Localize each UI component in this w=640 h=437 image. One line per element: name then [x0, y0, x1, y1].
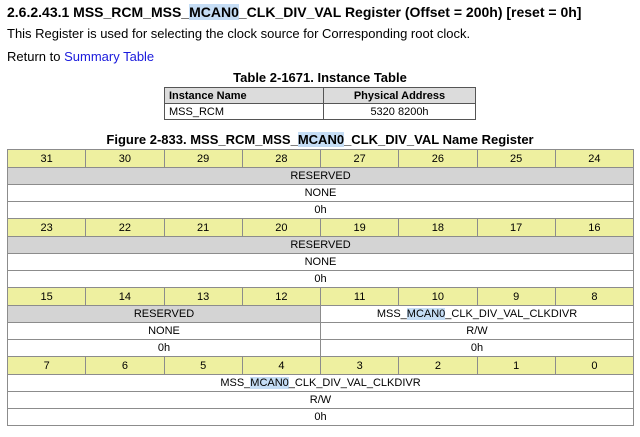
clkdivr-field-reset: 0h — [8, 409, 634, 426]
field-name-row — [8, 306, 634, 323]
clkdivr-field-access: R/W — [8, 392, 634, 409]
bit-number: 23 — [8, 219, 86, 237]
bit-number: 18 — [399, 219, 477, 237]
physical-address-header: Physical Address — [324, 88, 476, 104]
bit-number-row — [8, 357, 634, 375]
bit-number: 25 — [477, 150, 555, 168]
bit-number: 28 — [242, 150, 320, 168]
bit-number: 27 — [321, 150, 399, 168]
bit-number: 11 — [321, 288, 399, 306]
bit-number-row — [8, 219, 634, 237]
bit-number: 3 — [321, 357, 399, 375]
bit-number: 30 — [86, 150, 164, 168]
register-heading — [7, 4, 581, 20]
field-reset-row — [8, 202, 634, 219]
bit-number: 0 — [555, 357, 633, 375]
bit-number: 20 — [242, 219, 320, 237]
bit-number: 26 — [399, 150, 477, 168]
bit-number: 1 — [477, 357, 555, 375]
clkdivr-name-prefix: MSS_ — [376, 308, 407, 320]
bit-number: 2 — [399, 357, 477, 375]
figure-highlight: MCAN0 — [297, 132, 345, 147]
reserved-field-access: NONE — [8, 323, 321, 340]
bit-number: 21 — [164, 219, 242, 237]
register-bit-table — [7, 149, 634, 426]
heading-highlight: MCAN0 — [189, 4, 239, 20]
field-name-row — [8, 237, 634, 254]
heading-suffix: _CLK_DIV_VAL Register (Offset = 200h) [reset = 0h] — [238, 4, 582, 20]
field-reset-row — [8, 409, 634, 426]
instance-table-row — [165, 104, 476, 120]
reserved-field-reset: 0h — [8, 340, 321, 357]
reserved-field-reset: 0h — [8, 271, 634, 288]
clkdivr-field-access: R/W — [321, 323, 634, 340]
return-line — [7, 49, 154, 64]
heading-prefix: 2.6.2.43.1 MSS_RCM_MSS_ — [7, 4, 190, 20]
reserved-field-access: NONE — [8, 185, 634, 202]
instance-name-cell: MSS_RCM — [165, 104, 324, 120]
bit-number-row — [8, 150, 634, 168]
figure-caption — [0, 132, 640, 147]
bit-number: 17 — [477, 219, 555, 237]
clkdivr-name-prefix: MSS_ — [220, 377, 251, 389]
clkdivr-name-highlight: MCAN0 — [250, 377, 289, 389]
bit-number: 9 — [477, 288, 555, 306]
reserved-field-name: RESERVED — [8, 168, 634, 185]
return-prefix: Return to — [7, 49, 65, 64]
instance-table-caption: Table 2-1671. Instance Table — [233, 70, 407, 85]
field-name-row — [8, 168, 634, 185]
figure-prefix: Figure 2-833. MSS_RCM_MSS_ — [106, 132, 298, 147]
bit-number-row — [8, 288, 634, 306]
clkdivr-field-reset: 0h — [321, 340, 634, 357]
reserved-field-reset: 0h — [8, 202, 634, 219]
instance-table-header — [165, 88, 476, 104]
bit-number: 15 — [8, 288, 86, 306]
bit-number: 29 — [164, 150, 242, 168]
reserved-field-name: RESERVED — [8, 237, 634, 254]
figure-suffix: _CLK_DIV_VAL Name Register — [344, 132, 534, 147]
field-access-row — [8, 392, 634, 409]
field-reset-row — [8, 271, 634, 288]
bit-number: 8 — [555, 288, 633, 306]
field-access-row — [8, 254, 634, 271]
summary-table-link[interactable]: Summary Table — [64, 49, 155, 64]
bit-number: 13 — [164, 288, 242, 306]
bit-number: 4 — [242, 357, 320, 375]
bit-number: 7 — [8, 357, 86, 375]
bit-number: 14 — [86, 288, 164, 306]
clkdivr-name-suffix: _CLK_DIV_VAL_CLKDIVR — [445, 308, 578, 320]
bit-number: 24 — [555, 150, 633, 168]
bit-number: 10 — [399, 288, 477, 306]
clkdivr-field-name — [8, 375, 634, 392]
bit-number: 19 — [321, 219, 399, 237]
bit-number: 12 — [242, 288, 320, 306]
field-reset-row — [8, 340, 634, 357]
field-name-row — [8, 375, 634, 392]
bit-number: 31 — [8, 150, 86, 168]
reserved-field-name: RESERVED — [8, 306, 321, 323]
clkdivr-name-suffix: _CLK_DIV_VAL_CLKDIVR — [288, 377, 421, 389]
clkdivr-field-name — [321, 306, 634, 323]
reserved-field-access: NONE — [8, 254, 634, 271]
bit-number: 5 — [164, 357, 242, 375]
field-access-row — [8, 323, 634, 340]
bit-number: 16 — [555, 219, 633, 237]
register-description: This Register is used for selecting the clock source for Corresponding root clock. — [7, 26, 471, 41]
bit-number: 6 — [86, 357, 164, 375]
instance-table — [164, 87, 476, 120]
bit-number: 22 — [86, 219, 164, 237]
instance-name-header: Instance Name — [165, 88, 324, 104]
physical-address-cell: 5320 8200h — [324, 104, 476, 120]
clkdivr-name-highlight: MCAN0 — [406, 308, 446, 320]
field-access-row — [8, 185, 634, 202]
